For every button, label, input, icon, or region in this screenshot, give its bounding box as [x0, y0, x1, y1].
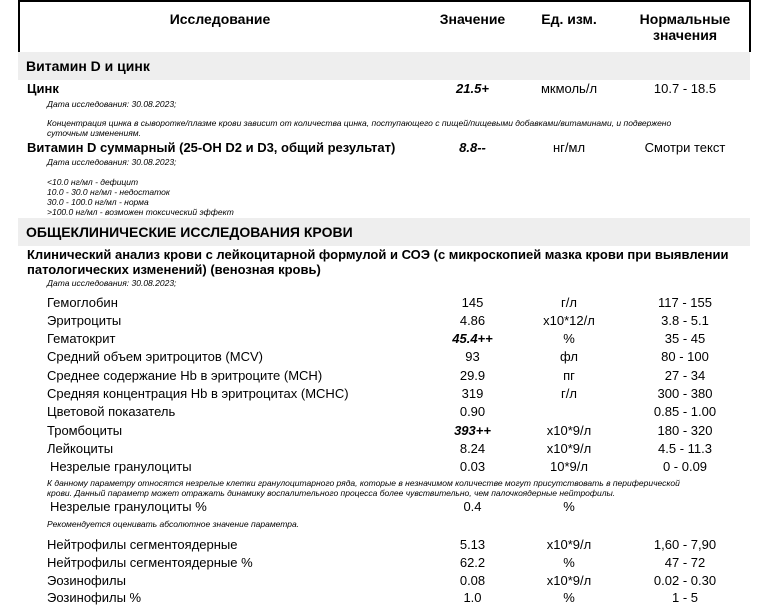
section-blood-title: ОБЩЕКЛИНИЧЕСКИЕ ИССЛЕДОВАНИЯ КРОВИ	[26, 224, 353, 240]
row-unit: x10*9/л	[546, 423, 592, 438]
row-value: 62.2	[459, 555, 486, 570]
row-unit: x10*9/л	[546, 573, 592, 588]
row-value: 145	[461, 295, 484, 310]
row-name: Незрелые гранулоциты %	[50, 499, 207, 514]
blood-panel-line1: Клинический анализ крови с лейкоцитарной формулой и СОЭ (с микроскопией мазка крови при выявлении	[27, 247, 729, 262]
row-norm: 35 - 45	[664, 331, 706, 346]
row-value: 1.0	[463, 590, 482, 605]
row-name: Нейтрофилы сегментоядерные	[47, 537, 238, 552]
row-name: Средняя концентрация Hb в эритроцитах (MCHC)	[47, 386, 349, 401]
row-value: 45.4++	[452, 331, 493, 346]
row-norm: 3.8 - 5.1	[661, 313, 709, 328]
row-norm: 4.5 - 11.3	[658, 441, 712, 456]
row-unit: пг	[563, 368, 575, 383]
row-norm: 0.85 - 1.00	[653, 404, 717, 419]
section-vitamins-title: Витамин D и цинк	[26, 58, 150, 74]
header-norm-line2: значения	[653, 27, 717, 43]
row-name: Гематокрит	[47, 331, 116, 346]
row-name: Эритроциты	[47, 313, 122, 328]
row-value: 5.13	[459, 537, 486, 552]
vitd-ref-0: <10.0 нг/мл - дефицит	[47, 177, 139, 187]
row-norm: 1,60 - 7,90	[653, 537, 717, 552]
header-test: Исследование	[169, 11, 271, 27]
zinc-norm: 10.7 - 18.5	[653, 81, 717, 96]
blood-date: Дата исследования: 30.08.2023;	[47, 278, 177, 288]
vitd-ref-1: 10.0 - 30.0 нг/мл - недостаток	[47, 187, 170, 197]
row-value: 29.9	[459, 368, 486, 383]
row-name: Лейкоциты	[47, 441, 114, 456]
row-unit: фл	[560, 349, 578, 364]
header-unit: Ед. изм.	[541, 11, 597, 27]
row-unit: г/л	[561, 386, 577, 401]
row-unit: %	[563, 499, 575, 514]
row-unit: г/л	[561, 295, 577, 310]
zinc-note-line2: суточным изменениям.	[47, 128, 141, 138]
row-value: 0.90	[459, 404, 486, 419]
zinc-date: Дата исследования: 30.08.2023;	[47, 99, 177, 109]
vitd-ref-2: 30.0 - 100.0 нг/мл - норма	[47, 197, 149, 207]
vitd-norm: Смотри текст	[644, 140, 726, 155]
row-name: Цветовой показатель	[47, 404, 176, 419]
row-unit: x10*9/л	[546, 441, 592, 456]
ig-note-line1: К данному параметру относятся незрелые клетки гранулоцитарного ряда, которые в незначимом количестве могут присутствовать в периферической	[47, 478, 680, 488]
row-value: 393++	[454, 423, 491, 438]
row-name: Средний объем эритроцитов (MCV)	[47, 349, 263, 364]
section-blood-band	[18, 218, 750, 246]
row-norm: 80 - 100	[661, 349, 709, 364]
section-vitamins-band	[18, 52, 750, 80]
row-unit: %	[563, 590, 575, 605]
row-norm: 180 - 320	[657, 423, 713, 438]
header-norm-line1: Нормальные	[639, 11, 731, 27]
row-value: 0.4	[463, 499, 482, 514]
row-name: Тромбоциты	[47, 423, 123, 438]
row-unit: x10*9/л	[546, 537, 592, 552]
row-unit: %	[563, 331, 575, 346]
row-unit: 10*9/л	[550, 459, 588, 474]
zinc-unit: мкмоль/л	[540, 81, 598, 96]
zinc-value: 21.5+	[456, 81, 489, 96]
row-value: 0.03	[459, 459, 486, 474]
vitd-ref-3: >100.0 нг/мл - возможен токсический эффект	[47, 207, 234, 217]
row-value: 319	[461, 386, 484, 401]
row-value: 0.08	[459, 573, 486, 588]
header-value: Значение	[439, 11, 506, 27]
blood-panel-line2: патологических изменений) (венозная кровь)	[27, 262, 321, 277]
row-name: Эозинофилы %	[47, 590, 142, 605]
row-unit: %	[563, 555, 575, 570]
vitd-unit: нг/мл	[552, 140, 586, 155]
zinc-note-line1: Концентрация цинка в сыворотке/плазме крови зависит от количества цинка, поступающего с пищей/пищевыми добавками/витаминами, и подвержено	[47, 118, 672, 128]
row-name: Эозинофилы	[47, 573, 126, 588]
row-unit: x10*12/л	[543, 313, 595, 328]
ig-pct-note: Рекомендуется оценивать абсолютное значение параметра.	[47, 519, 300, 529]
row-value: 4.86	[459, 313, 486, 328]
row-norm: 117 - 155	[658, 295, 712, 310]
row-name: Среднее содержание Hb в эритроците (MCH)	[47, 368, 323, 383]
row-norm: 27 - 34	[664, 368, 706, 383]
row-value: 93	[465, 349, 480, 364]
row-value: 8.24	[459, 441, 486, 456]
vitd-date: Дата исследования: 30.08.2023;	[47, 157, 177, 167]
row-norm: 47 - 72	[664, 555, 706, 570]
row-norm: 0.02 - 0.30	[653, 573, 717, 588]
vitd-value: 8.8--	[459, 140, 486, 155]
ig-note-line2: крови. Данный параметр может отражать динамику воспалительного процесса более чувствительно, чем палочкоядерные нейтрофилы.	[47, 488, 616, 498]
row-name: Незрелые гранулоциты	[50, 459, 192, 474]
vitd-name: Витамин D суммарный (25-OH D2 и D3, общий результат)	[27, 140, 396, 155]
table-top-border	[18, 0, 750, 2]
row-name: Гемоглобин	[47, 295, 118, 310]
row-norm: 0 - 0.09	[662, 459, 708, 474]
row-norm: 300 - 380	[657, 386, 713, 401]
row-name: Нейтрофилы сегментоядерные %	[47, 555, 253, 570]
row-norm: 1 - 5	[671, 590, 698, 605]
zinc-name: Цинк	[27, 81, 59, 96]
